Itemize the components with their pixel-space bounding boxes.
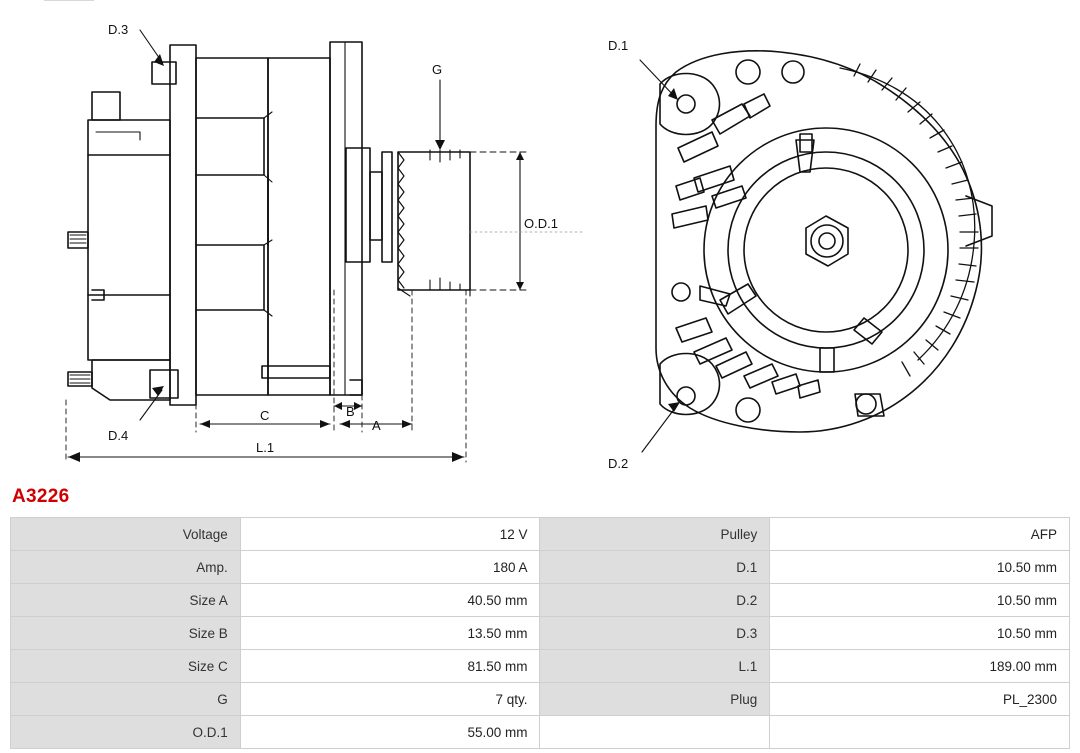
label-c: C bbox=[260, 408, 270, 423]
od1-arrow-top bbox=[516, 152, 524, 160]
table-row bbox=[11, 716, 1070, 749]
stator-body-right bbox=[268, 58, 330, 395]
label-d3: D.3 bbox=[108, 22, 129, 37]
shaft-nut bbox=[806, 216, 848, 266]
shaft-nut-inner bbox=[811, 225, 843, 257]
table-row bbox=[11, 518, 1070, 551]
l1-arrow-right bbox=[452, 452, 464, 462]
table-row bbox=[11, 584, 1070, 617]
pulley-bottom-ticks bbox=[430, 278, 460, 290]
housing-hole-upper bbox=[782, 61, 804, 83]
terminal-thread-lower bbox=[70, 375, 90, 383]
label-l1: L.1 bbox=[256, 440, 275, 455]
spec-key: Pulley bbox=[540, 518, 770, 551]
pulley-inner-circle bbox=[744, 168, 908, 332]
rear-cover-lower bbox=[88, 295, 170, 360]
spec-key: O.D.1 bbox=[11, 716, 241, 749]
pulley-body bbox=[398, 152, 470, 290]
pulley-backplate bbox=[382, 152, 392, 262]
label-od1: O.D.1 bbox=[524, 216, 558, 231]
vent-slot-8 bbox=[694, 338, 732, 364]
label-d2: D.2 bbox=[608, 456, 629, 471]
stator-foot bbox=[262, 366, 330, 378]
spec-value-empty bbox=[770, 716, 1070, 749]
spec-value: 55.00 mm bbox=[240, 716, 540, 749]
mounting-hole-d3 bbox=[152, 62, 176, 84]
spec-key: Size A bbox=[11, 584, 241, 617]
fan-spoke-bottom bbox=[820, 348, 834, 372]
g-leader-arrow bbox=[435, 140, 445, 150]
label-d4: D.4 bbox=[108, 428, 129, 443]
a-arrow-left bbox=[340, 420, 350, 428]
spec-value: 13.50 mm bbox=[240, 617, 540, 650]
fan-spoke-top bbox=[800, 134, 812, 152]
spec-value: 40.50 mm bbox=[240, 584, 540, 617]
flange-boss-top bbox=[660, 74, 720, 135]
vent-slot-1 bbox=[678, 132, 718, 162]
terminal-thread-upper bbox=[70, 235, 86, 243]
stator-body-left bbox=[196, 58, 268, 395]
d1-leader-arrow bbox=[668, 88, 678, 100]
label-b: B bbox=[346, 404, 355, 419]
c-arrow-left bbox=[200, 420, 210, 428]
shaft-center bbox=[819, 233, 835, 249]
flange-boss-bottom bbox=[660, 354, 720, 415]
table-row bbox=[11, 683, 1070, 716]
table-row bbox=[11, 650, 1070, 683]
front-bearing-boss bbox=[346, 148, 370, 262]
label-a: A bbox=[372, 418, 381, 433]
vent-slot-3 bbox=[676, 178, 704, 200]
table-row bbox=[11, 617, 1070, 650]
spec-key: L.1 bbox=[540, 650, 770, 683]
rear-cap-top bbox=[92, 92, 120, 120]
spec-key: G bbox=[11, 683, 241, 716]
pulley-outer-circle bbox=[728, 152, 924, 348]
fan-blade-right bbox=[854, 318, 882, 344]
spec-value: 81.50 mm bbox=[240, 650, 540, 683]
spec-key: Amp. bbox=[11, 551, 241, 584]
l1-arrow-left bbox=[68, 452, 80, 462]
spec-value: 189.00 mm bbox=[770, 650, 1070, 683]
mounting-hole-d1 bbox=[677, 95, 695, 113]
specification-table bbox=[10, 517, 1070, 749]
spec-key: Size B bbox=[11, 617, 241, 650]
rear-cover-upper bbox=[88, 120, 170, 155]
housing-hole-lower-2 bbox=[736, 398, 760, 422]
d2-leader-line bbox=[642, 404, 678, 452]
c-arrow-right bbox=[320, 420, 330, 428]
spec-key-empty bbox=[540, 716, 770, 749]
rear-detail-line bbox=[96, 132, 140, 140]
spec-key: D.3 bbox=[540, 617, 770, 650]
a-arrow-right bbox=[402, 420, 412, 428]
fan-blade-upper-left bbox=[712, 186, 746, 208]
spec-value: 180 A bbox=[240, 551, 540, 584]
vent-slot-7 bbox=[676, 318, 712, 342]
d4-leader-arrow bbox=[152, 386, 164, 396]
mounting-hole-mid bbox=[672, 283, 690, 301]
housing-hole-upper-2 bbox=[736, 60, 760, 84]
spec-key: D.2 bbox=[540, 584, 770, 617]
od1-extension-lines bbox=[470, 152, 528, 290]
spec-value: AFP bbox=[770, 518, 1070, 551]
vent-slot-4 bbox=[672, 206, 708, 228]
fan-outer-circle bbox=[704, 128, 948, 372]
housing-hole-lower bbox=[856, 394, 876, 414]
spec-value: 10.50 mm bbox=[770, 551, 1070, 584]
mounting-hole-d4 bbox=[150, 370, 178, 398]
rear-cover-middle bbox=[88, 155, 170, 295]
vent-slot-12 bbox=[798, 380, 820, 398]
b-arrow-left bbox=[334, 402, 342, 410]
b-arrow-right bbox=[354, 402, 362, 410]
spec-key: Size C bbox=[11, 650, 241, 683]
stator-detail-1 bbox=[196, 118, 264, 175]
od1-arrow-bottom bbox=[516, 282, 524, 290]
vent-slot-5 bbox=[712, 104, 750, 134]
spec-value: 7 qty. bbox=[240, 683, 540, 716]
d3-leader-arrow bbox=[154, 54, 164, 66]
d1-leader-line bbox=[640, 60, 676, 98]
pulley-nut-detail bbox=[350, 380, 362, 395]
pulley-grooves bbox=[398, 152, 404, 288]
stator-detail-2 bbox=[196, 245, 264, 310]
spec-key: Voltage bbox=[11, 518, 241, 551]
part-number: A3226 bbox=[12, 486, 70, 507]
label-d1: D.1 bbox=[608, 38, 629, 53]
spec-key: D.1 bbox=[540, 551, 770, 584]
spec-value: 10.50 mm bbox=[770, 617, 1070, 650]
table-row bbox=[11, 551, 1070, 584]
shaft-collar bbox=[370, 172, 382, 240]
spec-value: 12 V bbox=[240, 518, 540, 551]
label-g: G bbox=[432, 62, 443, 77]
spec-value: PL_2300 bbox=[770, 683, 1070, 716]
spec-key: Plug bbox=[540, 683, 770, 716]
spec-value: 10.50 mm bbox=[770, 584, 1070, 617]
mounting-flange bbox=[170, 45, 196, 405]
vent-slot-6 bbox=[744, 94, 770, 118]
terminal-stud-upper bbox=[68, 232, 88, 248]
fan-blade-left bbox=[720, 284, 756, 314]
